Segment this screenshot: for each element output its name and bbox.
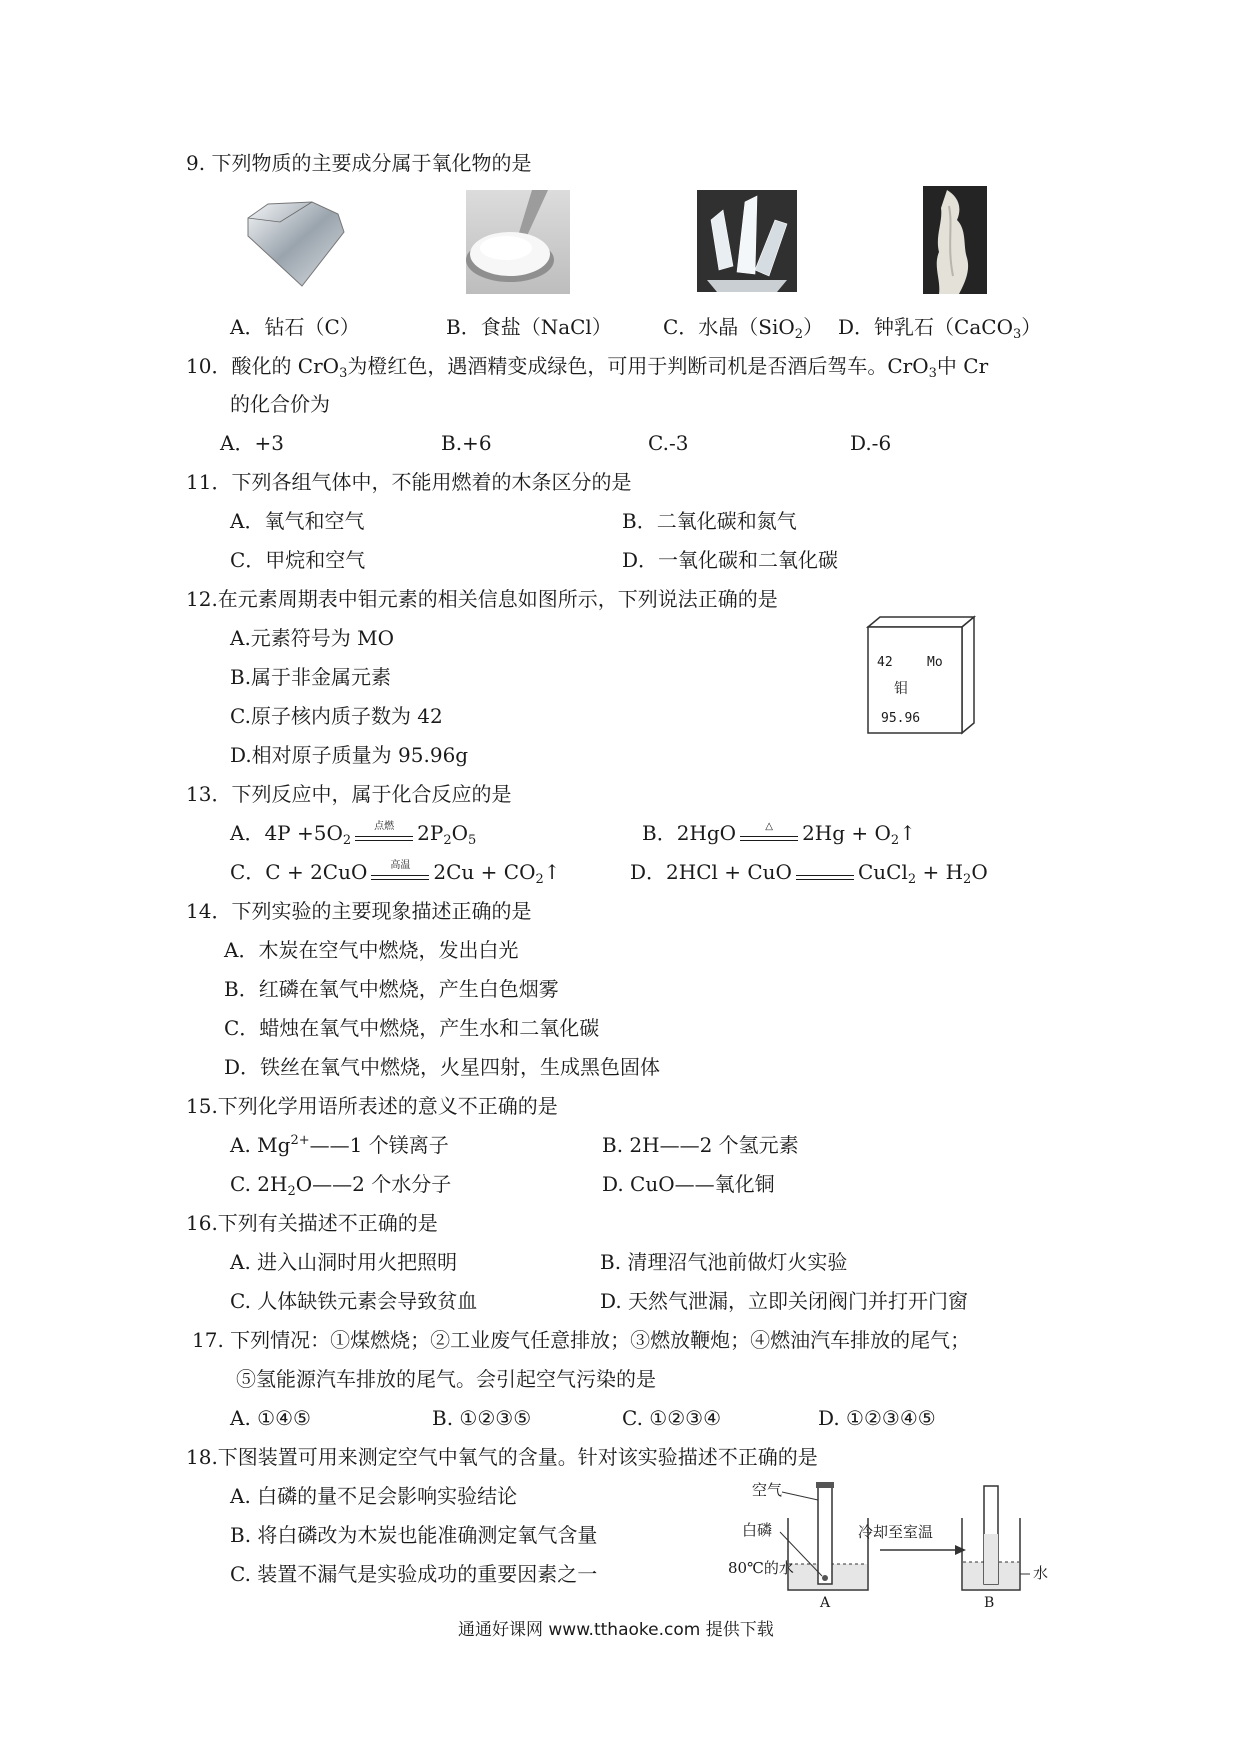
q15-stem: 15.下列化学用语所表述的意义不正确的是 — [186, 1094, 558, 1118]
quartz-crystal-photo — [697, 190, 797, 292]
q10-option-c: C.-3 — [648, 431, 689, 455]
q12-option-b: B.属于非金属元素 — [230, 665, 392, 689]
q15-option-a: A. $Mg^{2+}——1$ 个镁离子 — [230, 1133, 449, 1157]
element-tile-symbol: Mo — [927, 655, 943, 670]
figure-label-b: B — [984, 1595, 995, 1611]
condition-arrow-heat: △ — [740, 825, 798, 845]
q11-option-d: D．一氧化碳和二氧化碳 — [622, 548, 839, 572]
q9-option-a: A．钻石（C） — [230, 315, 360, 339]
q11-option-b: B．二氧化碳和氮气 — [622, 509, 797, 533]
q17-option-c: C. ①②③④ — [622, 1406, 722, 1430]
element-tile-name: 钼 — [894, 681, 908, 697]
element-tile-mass: 95.96 — [881, 711, 921, 726]
figure-label-phosphorus: 白磷 — [742, 1521, 773, 1539]
q9-stem: 9. 下列物质的主要成分属于氧化物的是 — [186, 151, 532, 175]
q18-option-c: C. 装置不漏气是实验成功的重要因素之一 — [230, 1562, 598, 1586]
q12-option-a: A.元素符号为 MO — [230, 626, 395, 650]
q14-option-b: B．红磷在氧气中燃烧，产生白色烟雾 — [224, 977, 559, 1001]
q12-option-d: D.相对原子质量为 95.96g — [230, 743, 469, 767]
q12-stem: 12.在元素周期表中钼元素的相关信息如图所示，下列说法正确的是 — [186, 587, 778, 611]
q10-stem-line1: 10．酸化的 CrO$_3$为橙红色，遇酒精变成绿色，可用于判断司机是否酒后驾车。CrO$_3$中 Cr — [186, 354, 989, 381]
equals-arrow — [796, 864, 854, 884]
q17-option-a: A. ①④⑤ — [230, 1406, 311, 1430]
figure-label-water: 水 — [1033, 1564, 1049, 1582]
q14-option-a: A．木炭在空气中燃烧，发出白光 — [224, 938, 519, 962]
footer-watermark: 通通好课网 www.tthaoke.com 提供下载 — [458, 1620, 774, 1640]
q13-option-c: C．C + 2CuO 高温 $2Cu + CO_2↑$ — [230, 859, 561, 887]
q18-option-a: A. 白磷的量不足会影响实验结论 — [230, 1484, 518, 1508]
condition-arrow-high-temp: 高温 — [371, 864, 429, 884]
q16-option-c: C. 人体缺铁元素会导致贫血 — [230, 1289, 478, 1313]
q11-stem: 11．下列各组气体中，不能用燃着的木条区分的是 — [186, 470, 632, 494]
figure-label-arrow: 冷却至室温 — [858, 1523, 934, 1541]
q9-option-c: C．水晶（SiO$_2$） — [663, 315, 824, 342]
q15-option-b: B. 2H——2 个氢元素 — [602, 1133, 799, 1157]
q9-option-b: B．食盐（NaCl） — [446, 315, 612, 339]
q12-option-c: C.原子核内质子数为 42 — [230, 704, 443, 728]
q10-option-b: B.+6 — [441, 431, 492, 455]
q13-option-d: D．2HCl + CuO CuCl$_2$ + $H_2O$ — [630, 860, 988, 887]
q10-option-a: A．+3 — [220, 431, 284, 455]
figure-label-a: A — [820, 1595, 831, 1611]
q11-option-c: C．甲烷和空气 — [230, 548, 366, 572]
q18-stem: 18.下图装置可用来测定空气中氧气的含量。针对该实验描述不正确的是 — [186, 1445, 818, 1469]
q18-option-b: B. 将白磷改为木炭也能准确测定氧气含量 — [230, 1523, 598, 1547]
q17-stem-line2: ⑤氢能源汽车排放的尾气。会引起空气污染的是 — [236, 1367, 656, 1391]
salt-spoon-photo — [466, 190, 570, 294]
q16-stem: 16.下列有关描述不正确的是 — [186, 1211, 438, 1235]
q9-option-d: D．钟乳石（CaCO$_3$） — [838, 315, 1042, 342]
diamond-photo — [240, 198, 348, 290]
q14-option-c: C．蜡烛在氧气中燃烧，产生水和二氧化碳 — [224, 1016, 600, 1040]
q17-option-d: D. ①②③④⑤ — [818, 1406, 936, 1430]
q13-stem: 13．下列反应中，属于化合反应的是 — [186, 782, 512, 806]
condition-arrow-ignite: 点燃 — [355, 825, 413, 845]
q14-stem: 14．下列实验的主要现象描述正确的是 — [186, 899, 532, 923]
q11-option-a: A．氧气和空气 — [230, 509, 365, 533]
element-tile-number: 42 — [877, 655, 893, 670]
q16-option-d: D. 天然气泄漏，立即关闭阀门并打开门窗 — [600, 1289, 969, 1313]
q15-option-d: D. CuO——氧化铜 — [602, 1172, 775, 1196]
q16-option-b: B. 清理沼气池前做灯火实验 — [600, 1250, 848, 1274]
q17-stem-line1: 17. 下列情况：①煤燃烧；②工业废气任意排放；③燃放鞭炮；④燃油汽车排放的尾气； — [192, 1328, 971, 1352]
q14-option-d: D．铁丝在氧气中燃烧，火星四射，生成黑色固体 — [224, 1055, 661, 1079]
q16-option-a: A. 进入山洞时用火把照明 — [230, 1250, 458, 1274]
q10-option-d: D.-6 — [850, 431, 892, 455]
q15-option-c: C. $2H_2O——2$ 个水分子 — [230, 1172, 452, 1199]
figure-label-air: 空气 — [752, 1481, 783, 1499]
q17-option-b: B. ①②③⑤ — [432, 1406, 532, 1430]
q13-option-b: B．2HgO △ $2Hg + O_2↑$ — [642, 820, 916, 848]
q13-option-a: A．$4P +5O_2$ 点燃 $2P_2O_5$ — [230, 820, 477, 848]
figure-label-hot-water: 80℃的水 — [728, 1559, 794, 1577]
q10-stem-line2: 的化合价为 — [230, 392, 330, 416]
stalactite-photo — [923, 186, 987, 294]
